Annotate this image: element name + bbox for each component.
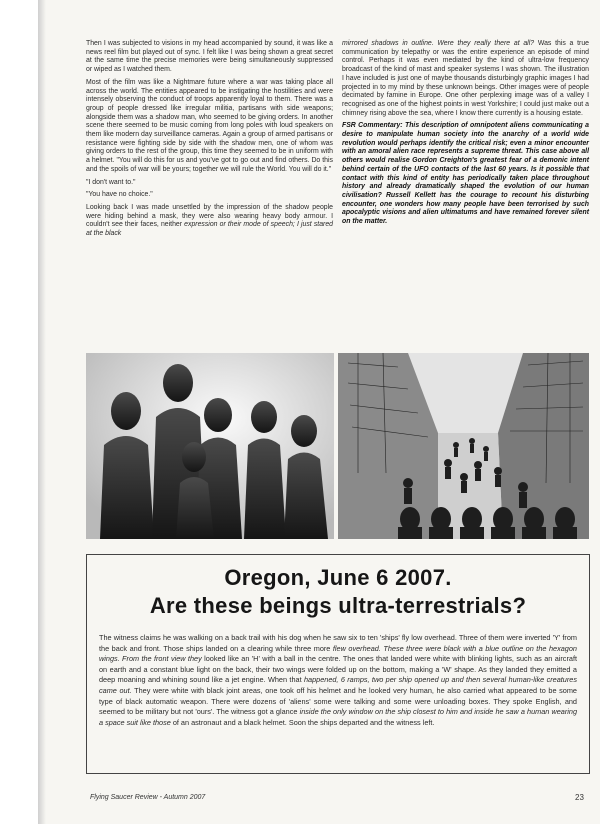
body-text: of an astronaut and a black helmet. Soon the ships departed and the witness left.: [170, 717, 435, 727]
paragraph-text: Was this a true communication by telepathy or was the entire experience an episode of mind control. Perhaps it was even mediated by the kind of ultra-low frequency broadcast of the kind of mast and speaker systems I was shown. The illustration I have included is just one of maybe thousands disturbingly graphic images I had projected in to my mind by these unknown beings. Other images were of people decimated by famine in Europe. One other perplexing image was of a valley I recognised as one of the highest points in west Yorkshire; I could just make out a chimney rising above the sea, where I know there currently is a housing estate.: [342, 40, 589, 117]
oregon-sidebar-box: [86, 554, 590, 774]
quote-line: "I don't want to.": [86, 178, 136, 186]
italic-text: expression or their mode of speech; I just stared at the black: [86, 221, 333, 238]
fsr-commentary: FSR Commentary: This description of omnipotent aliens communicating a desire to manipulate human society into the anarchy of a world wide revolution would perhaps identify the critical risk; even a minor encounter with an amoral alien race represents a supreme threat. This case above all others would realise Gordon Creighton's greatest fear of a demonic intent behind certain of the UFO contacts of the last 60 years. Is it possible that contact with this kind of entity has periodically taken place throughout history and already dramatically shaped the evolution of our human civilisation? Russell Kellett has the courage to recount his disturbing encounter, one wonders how many people have been terrorised by such apocalyptic visions and alien ultimatums and have remained forever silent on the matter.: [342, 122, 589, 226]
italic-text: inside the only window on the ship closest to him and inside he saw a human wearing a space suit like those: [99, 707, 577, 727]
quote-line: "You have no choice.": [86, 191, 153, 199]
italic-text: flew overhead. These three were black with a blue outline on the hexagon wings. From the front view they: [99, 643, 577, 664]
paragraph-text: Looking back I was made unsettled by the impression of the shadow people were hiding behind a mask, they were also wearing heavy body armour. I couldn't see their faces, neither: [86, 203, 333, 229]
sidebar-body: [99, 633, 577, 728]
article-column-left: [86, 40, 333, 243]
paragraph: Most of the film was like a Nightmare future where a war was taking place all across the world. The entities appeared to be instigating the hostilities and were intensely observing the conduct of troops apparently loyal to them. There was a group of people dressed like irregular militia, partisans with side weapons; alongside them was a shadow man, who seemed to be giving orders. In another scene there seemed to be music coming from long poles with loud speakers on them like modern day surveillance cameras. Again a group of armed partisans or resistance were fighting side by side with the shadow men, one of whom was giving orders to the rest of the group, this time they seemed to be in uniform with a helmet. "You will do this for us and you've got to go out and find others. Do this and the spoils of war will be yours; together we will rule the World. You will do it.": [86, 78, 333, 173]
body-text: looked like an 'H' with a ball in the centre. The ones that landed were white with blinking lights, such as an aircraft on earth and a constant blue light on the back, their two wings were folded up on the bottom, making a 'W' shape. As they landed they emitted a deep moaning and whining sound like a jet engine. When that: [99, 654, 577, 685]
page-number: 23: [575, 793, 584, 802]
paragraph: [86, 204, 333, 239]
footer-publication: Flying Saucer Review - Autumn 2007: [90, 794, 206, 801]
sidebar-subheadline: Are these beings ultra-terrestrials?: [149, 593, 527, 618]
body-text: The witness claims he was walking on a back trail with his dog when he saw six to ten 'ships' fly low overhead. Three of them were inverted 'Y' from the back and front. Those ships landed on a clearing while three more: [99, 633, 577, 653]
illustration-shadow-figures: [86, 353, 334, 539]
italic-text: mirrored shadows in outline. Were they really there at all?: [342, 40, 535, 47]
street-scene-drawing: [338, 353, 589, 539]
shadow-figures-drawing: [86, 353, 334, 539]
italic-text: happened, 6 ramps, two per ship opened up and then several human-like creatures came out.: [99, 675, 577, 695]
paragraph: [342, 40, 589, 118]
body-text: They were white with black joint areas, one took off his helmet and he looked very human, he also carried what appeared to be some type of black automatic weapon. There were dozens of 'aliens' some were talking and some were unloading boxes. They spoke English, and seemed to be military but not 'ours'. The witness got a glance: [99, 685, 577, 717]
paragraph: Then I was subjected to visions in my head accompanied by sound, it was like a news reel film but played out of sync. I felt like I was being shown a great secret at the same time the precise memories were being simultaneously suppressed or wiped as I watched them.: [86, 40, 333, 74]
illustration-street-scene: [338, 353, 589, 539]
sidebar-headline: Oregon, June 6 2007.: [224, 565, 452, 590]
page-fold-shadow: [38, 0, 46, 824]
article-column-right: [342, 40, 589, 231]
